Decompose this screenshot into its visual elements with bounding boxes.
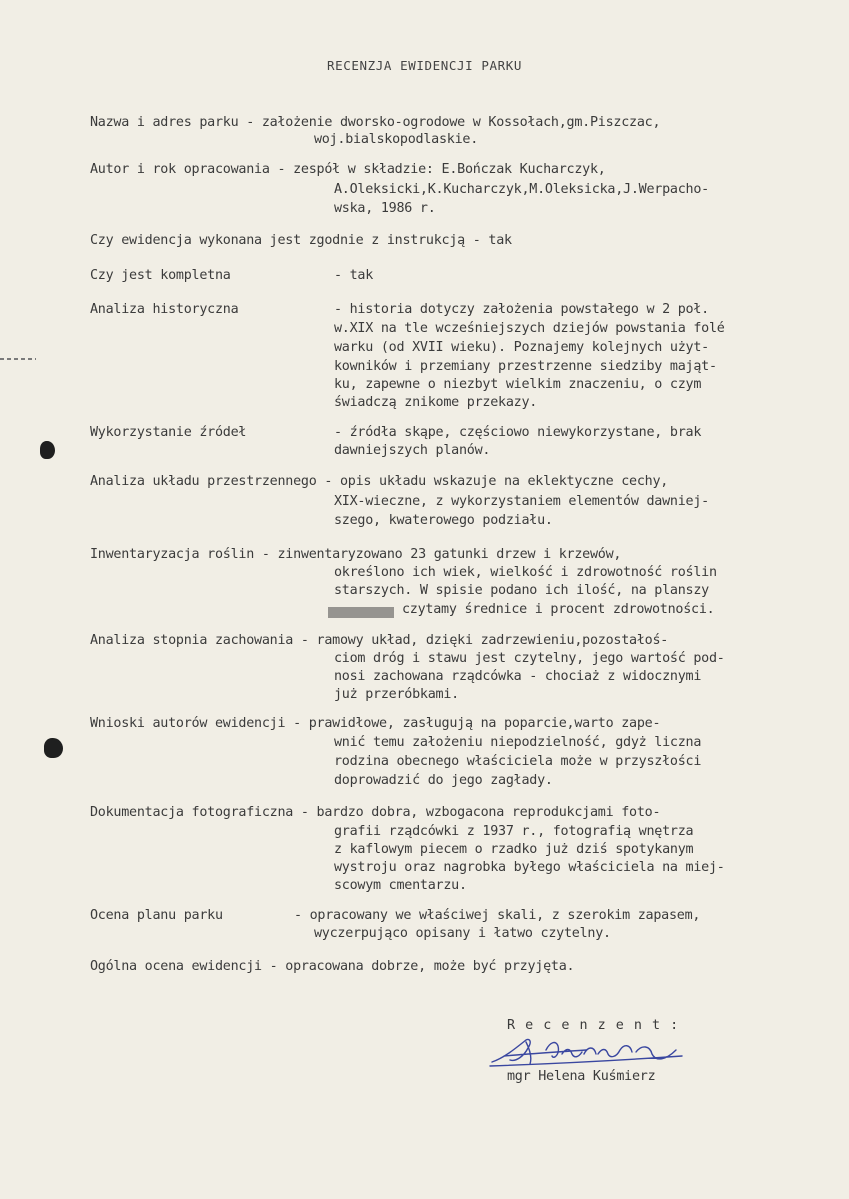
struck-out-word	[328, 607, 394, 618]
text-line: doprowadzić do jego zagłady.	[334, 773, 553, 788]
text-line: ku, zapewne o niezbyt wielkim znaczeniu, o czym	[334, 377, 702, 392]
text-line: Autor i rok opracowania - zespół w składzie: E.Bończak Kucharczyk,	[90, 162, 606, 177]
text-line: wyczerpująco opisany i łatwo czytelny.	[314, 926, 611, 941]
text-line: Analiza układu przestrzennego - opis układu wskazuje na eklektyczne cechy,	[90, 474, 669, 489]
text-line: Ogólna ocena ewidencji - opracowana dobrze, może być przyjęta.	[90, 959, 575, 974]
text-line: Ocena planu parku	[90, 908, 223, 923]
text-line: ciom dróg i stawu jest czytelny, jego wartość pod-	[334, 651, 725, 666]
text-line: XIX-wieczne, z wykorzystaniem elementów dawniej-	[334, 494, 709, 509]
text-line: Czy jest kompletna	[90, 268, 231, 283]
text-line: szego, kwaterowego podziału.	[334, 513, 553, 528]
text-line: kowników i przemiany przestrzenne siedziby mająt-	[334, 359, 717, 374]
text-line: wystroju oraz nagrobka byłego właściciela na miej-	[334, 860, 725, 875]
text-line: scowym cmentarzu.	[334, 878, 467, 893]
text-line: Nazwa i adres parku - założenie dworsko-ogrodowe w Kossołach,gm.Piszczac,	[90, 115, 661, 130]
text-line: nosi zachowana rządcówka - chociaż z widocznymi	[334, 669, 702, 684]
text-line: rodzina obecnego właściciela może w przyszłości	[334, 754, 702, 769]
text-line: świadczą znikome przekazy.	[334, 395, 538, 410]
text-line: - tak	[334, 268, 374, 283]
text-line: - źródła skąpe, częściowo niewykorzystane, brak	[334, 425, 702, 440]
text-line: już przeróbkami.	[334, 687, 459, 702]
text-line: wska, 1986 r.	[334, 201, 436, 216]
text-line: - opracowany we właściwej skali, z szerokim zapasem,	[294, 908, 701, 923]
text-line: z kaflowym piecem o rzadko już dziś spotykanym	[334, 842, 694, 857]
text-line: Analiza stopnia zachowania - ramowy układ, dzięki zadrzewieniu,pozostałoś-	[90, 633, 669, 648]
text-line: Wykorzystanie źródeł	[90, 425, 247, 440]
text-line: starszych. W spisie podano ich ilość, na planszy	[334, 583, 709, 598]
text-line: Wnioski autorów ewidencji - prawidłowe, zasługują na poparcie,warto zape-	[90, 716, 661, 731]
reviewer-name: mgr Helena Kuśmierz	[507, 1069, 656, 1084]
text-line: Czy ewidencja wykonana jest zgodnie z instrukcją - tak	[90, 233, 512, 248]
text-line: dawniejszych planów.	[334, 443, 491, 458]
ink-blot	[44, 738, 63, 758]
text-line: warku (od XVII wieku). Poznajemy kolejnych użyt-	[334, 340, 709, 355]
text-line: A.Oleksicki,K.Kucharczyk,M.Oleksicka,J.Werpacho-	[334, 182, 709, 197]
text-line: wnić temu założeniu niepodzielność, gdyż liczna	[334, 735, 702, 750]
margin-mark	[0, 358, 36, 360]
text-line: określono ich wiek, wielkość i zdrowotność roślin	[334, 565, 717, 580]
document-title: RECENZJA EWIDENCJI PARKU	[326, 58, 522, 73]
text-line: woj.bialskopodlaskie.	[314, 132, 479, 147]
ink-blot	[40, 441, 55, 459]
text-line: czytamy średnice i procent zdrowotności.	[402, 602, 715, 617]
text-line: Inwentaryzacja roślin - zinwentaryzowano 23 gatunki drzew i krzewów,	[90, 547, 622, 562]
text-line: - historia dotyczy założenia powstałego w 2 poł.	[334, 302, 709, 317]
reviewer-heading: R e c e n z e n t :	[507, 1018, 680, 1033]
text-line: grafii rządcówki z 1937 r., fotografią wnętrza	[334, 824, 694, 839]
text-line: Analiza historyczna	[90, 302, 239, 317]
text-line: Dokumentacja fotograficzna - bardzo dobra, wzbogacona reprodukcjami foto-	[90, 805, 661, 820]
text-line: w.XIX na tle wcześniejszych dziejów powstania folé	[334, 321, 725, 336]
